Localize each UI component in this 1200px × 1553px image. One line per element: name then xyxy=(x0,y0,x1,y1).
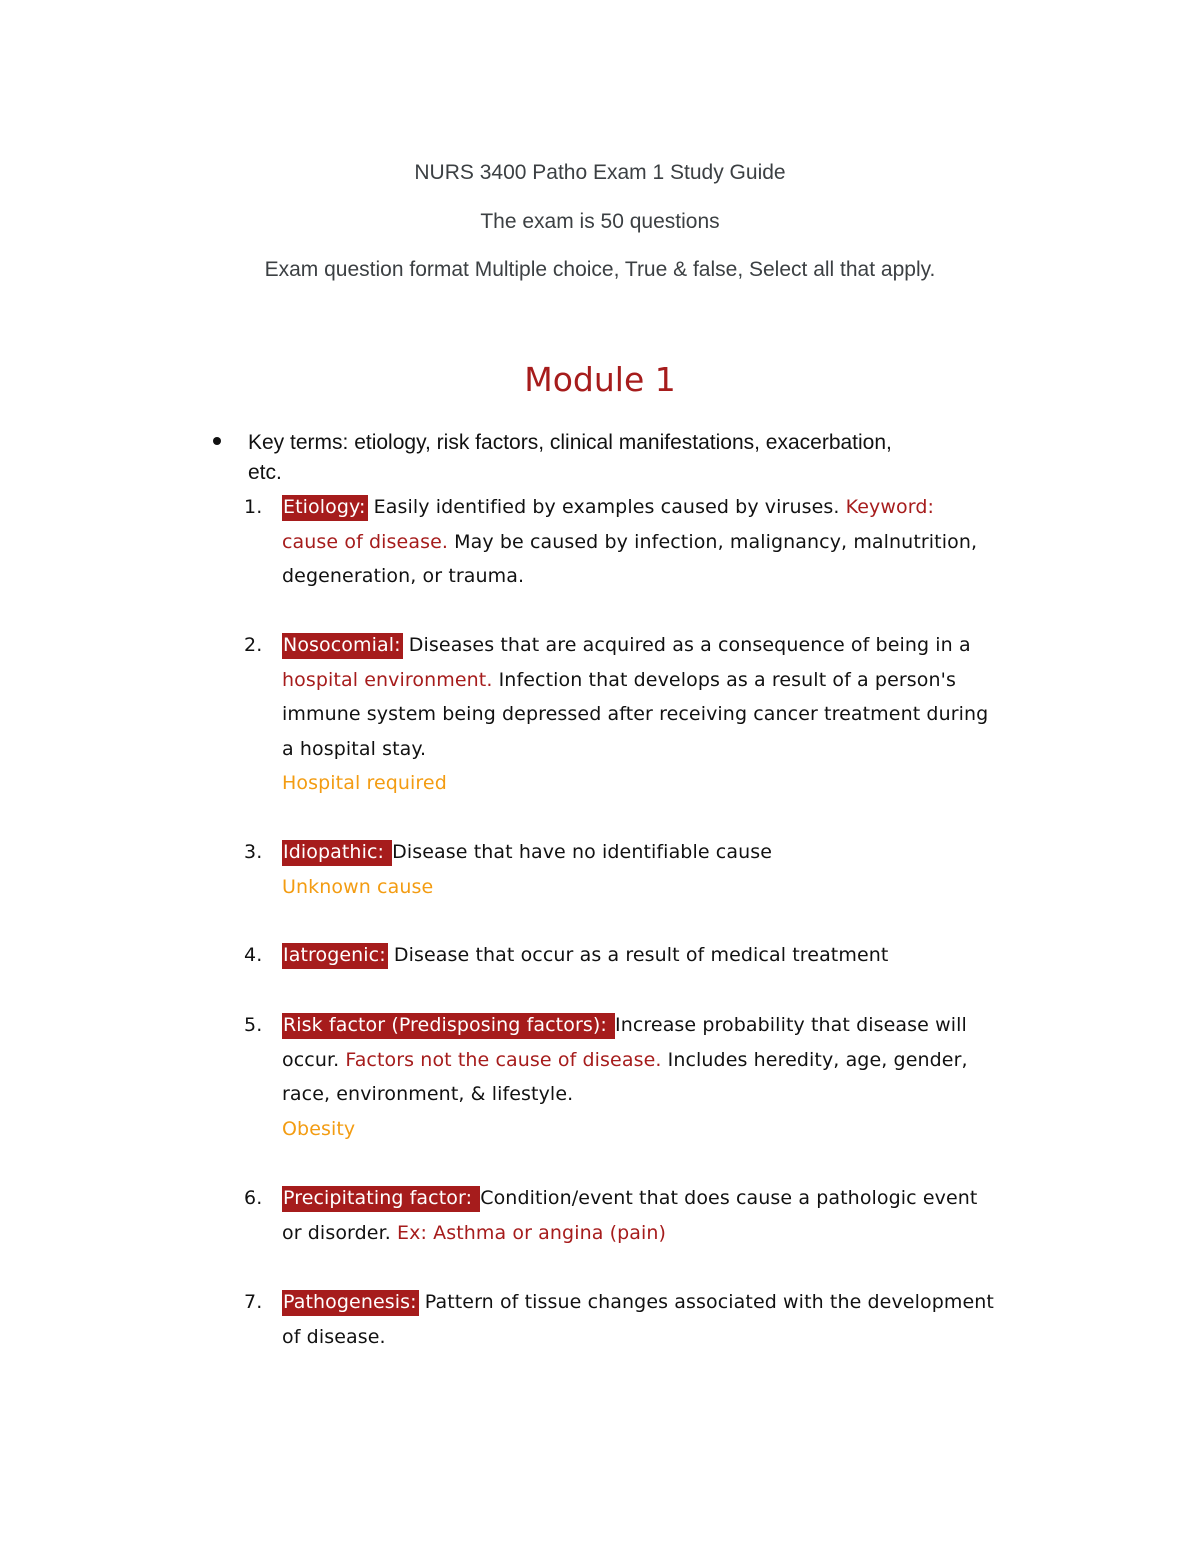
key-terms-line-1: Key terms: etiology, risk factors, clinical manifestations, exacerbation, xyxy=(248,431,892,454)
item-body xyxy=(282,1008,1072,1146)
definition-text: or disorder. xyxy=(282,1221,398,1244)
bullet-icon xyxy=(213,437,221,445)
definition-text: Disease that have no identifiable cause xyxy=(392,841,772,863)
item-body xyxy=(282,628,1072,801)
note-text: Unknown cause xyxy=(282,875,434,898)
key-terms-bullet xyxy=(248,428,1068,488)
definition-text: a hospital stay. xyxy=(282,737,427,760)
definition-text: Includes heredity, age, gender, xyxy=(661,1048,968,1071)
definition-text: degeneration, or trauma. xyxy=(282,565,525,587)
module-heading: Module 1 xyxy=(524,360,676,399)
item-number: 4. xyxy=(244,944,263,966)
definition-text: Disease that occur as a result of medical treatment xyxy=(387,944,889,966)
keyword-text: Factors not the cause of disease. xyxy=(345,1048,662,1071)
item-number: 7. xyxy=(244,1291,263,1313)
definition-text: immune system being depressed after receiving cancer treatment during xyxy=(282,703,989,725)
term-label: Pathogenesis: xyxy=(282,1290,419,1316)
keyword-text: hospital environment. xyxy=(282,668,493,691)
definition-text: Pattern of tissue changes associated with the development xyxy=(418,1291,994,1313)
item-number: 2. xyxy=(244,634,263,656)
term-label: Iatrogenic: xyxy=(282,943,388,969)
keyword-label: Keyword: xyxy=(845,496,935,518)
item-number: 1. xyxy=(244,496,263,518)
term-label: Etiology: xyxy=(282,495,368,521)
term-label: Precipitating factor: xyxy=(282,1186,480,1212)
term-label: Risk factor (Predisposing factors): xyxy=(282,1013,615,1039)
key-terms-line-2: etc. xyxy=(248,461,282,484)
exam-question-count: The exam is 50 questions xyxy=(480,210,720,233)
item-body xyxy=(282,938,1072,973)
item-number: 6. xyxy=(244,1187,263,1209)
note-text: Hospital required xyxy=(282,772,447,794)
definition-text: Infection that develops as a result of a person's xyxy=(492,668,956,691)
keyword-text: cause of disease. xyxy=(282,530,449,553)
definition-text: May be caused by infection, malignancy, malnutrition, xyxy=(448,530,978,553)
definition-text: of disease. xyxy=(282,1325,386,1348)
definition-text: occur. xyxy=(282,1048,346,1071)
item-body xyxy=(282,1181,1072,1250)
term-label: Idiopathic: xyxy=(282,840,392,866)
definition-text: Increase probability that disease will xyxy=(615,1014,967,1036)
definition-text: race, environment, & lifestyle. xyxy=(282,1083,574,1105)
item-body xyxy=(282,835,1072,904)
document-title: NURS 3400 Patho Exam 1 Study Guide xyxy=(414,161,786,184)
item-body xyxy=(282,490,1072,594)
item-number: 3. xyxy=(244,841,263,863)
note-text: Obesity xyxy=(282,1117,356,1140)
term-label: Nosocomial: xyxy=(282,633,403,659)
definition-text: Diseases that are acquired as a consequence of being in a xyxy=(402,634,971,656)
definition-text: Condition/event that does cause a pathologic event xyxy=(480,1187,978,1209)
item-number: 5. xyxy=(244,1014,263,1036)
definition-text: Easily identified by examples caused by viruses. xyxy=(367,496,846,518)
example-text: Ex: Asthma or angina (pain) xyxy=(397,1221,667,1244)
exam-format: Exam question format Multiple choice, True & false, Select all that apply. xyxy=(264,258,936,281)
item-body xyxy=(282,1285,1072,1354)
